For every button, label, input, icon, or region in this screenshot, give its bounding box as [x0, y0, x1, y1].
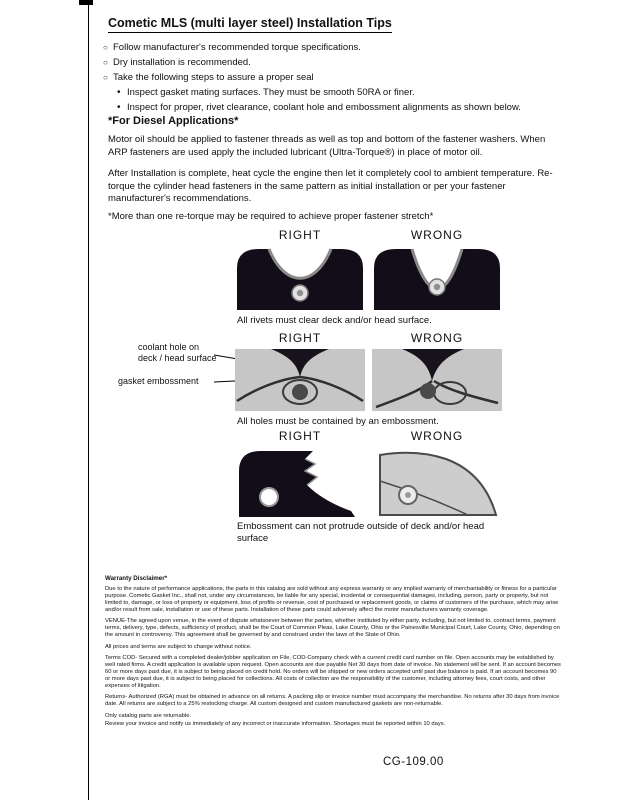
- page-title: Cometic MLS (multi layer steel) Installation Tips: [108, 16, 392, 33]
- diesel-heading: *For Diesel Applications*: [108, 115, 239, 127]
- list-item: [103, 57, 573, 69]
- diagram-embossment-wrong: [372, 447, 502, 517]
- catalog-code: CG-109.00: [383, 756, 444, 768]
- diagram-rivet-right: [235, 246, 365, 310]
- right-label: RIGHT: [278, 331, 322, 345]
- row2-caption: All holes must be contained by an embossment.: [237, 416, 439, 427]
- embossment-wrong-image: [372, 447, 502, 517]
- circle-bullet-icon: ○: [103, 43, 108, 52]
- disclaimer-paragraph: Only catalog parts are returnable.: [105, 712, 192, 719]
- diesel-paragraph-1: Motor oil should be applied to fastener threads as well as top and bottom of the fastener washers. When ARP fasteners are used apply the included lubricant (Ultra-Torque®) in place of motor oil.: [108, 134, 546, 158]
- gasket-embossment-label: gasket embossment: [118, 376, 199, 386]
- list-item: [117, 87, 573, 99]
- disclaimer-paragraph: VENUE-The agreed upon venue, in the event of dispute whatsoever between the parties, whether instituted by either party, including, but not limited to, contract terms, payment terms, delivery, type, defects, sufficiency of product, shall be the Court of Common Pleas, Lake County, Ohio or the Painesville Municipal Court, Lake County, Ohio, depending on the amount in controversy. This agreement shall be governed by and construed under the laws of the State of Ohio.: [105, 618, 560, 639]
- diagram-hole-right: [235, 349, 365, 411]
- diesel-paragraph-2: After Installation is complete, heat cycle the engine then let it completely cool to ambient temperature. Re-torque the cylinder head fasteners in the same pattern as initial installation or per your fastener manufacturer's recommendations.: [108, 168, 553, 205]
- rivet-right-image: [235, 246, 365, 310]
- tip-text: Dry installation is recommended.: [113, 57, 251, 68]
- hole-wrong-image: [372, 349, 502, 411]
- diagram-hole-wrong: [372, 349, 502, 411]
- disclaimer-paragraph: Returns- Authorized (RGA) must be obtained in advance on all returns. A packing slip or invoice number must accompany the merchandise. No returns after 30 days from invoice date. All returns are subject to a 25% restocking charge. All custom designed and custom manufactured gaskets are non-returnable.: [105, 694, 560, 708]
- right-label: RIGHT: [278, 228, 322, 242]
- disclaimer-heading: Warranty Disclaimer*: [105, 575, 168, 582]
- row1-caption: All rivets must clear deck and/or head surface.: [237, 315, 432, 326]
- hole-right-image: [235, 349, 365, 411]
- disclaimer-paragraph: Review your invoice and notify us immediately of any incorrect or inaccurate information. Shortages must be reported within 10 days.: [105, 720, 446, 727]
- row3-caption: Embossment can not protrude outside of deck and/or head surface: [237, 521, 485, 544]
- disclaimer-paragraph: Due to the nature of performance applications, the parts in this catalog are sold without any express warranty or any implied warranty of merchantability or fitness for a particular purpose. Cometic Gasket Inc., shall not, under any circumstances, be liable for any special, incidental or consequential damages, including, person, party or property, but not limited to, damage, or loss of property or equipment, loss of profits or revenue, cost of purchased or replacement goods, or claims of customers of the purchase, which may arise and/or result from sale, installation or use of these parts. Installation of these parts could adversely affect the motor manufacturers warranty coverage.: [105, 586, 559, 613]
- dot-bullet-icon: •: [117, 102, 121, 113]
- wrong-label: WRONG: [410, 331, 464, 345]
- retorque-note: *More than one re-torque may be required to achieve proper fastener stretch*: [108, 211, 434, 222]
- dot-bullet-icon: •: [117, 87, 121, 98]
- corner-mark: [79, 0, 93, 5]
- tips-list: [103, 42, 573, 117]
- list-item: [103, 72, 573, 84]
- list-item: [103, 42, 573, 54]
- warranty-disclaimer: [105, 575, 563, 732]
- page-edge-rule: [88, 0, 89, 800]
- circle-bullet-icon: ○: [103, 73, 108, 82]
- tip-text: Inspect gasket mating surfaces. They must be smooth 50RA or finer.: [127, 87, 415, 98]
- tip-text: Follow manufacturer's recommended torque specifications.: [113, 42, 361, 53]
- tip-text: Inspect for proper, rivet clearance, coolant hole and embossment alignments as shown below.: [127, 102, 521, 113]
- wrong-label: WRONG: [410, 429, 464, 443]
- disclaimer-paragraph: All prices and terms are subject to change without notice.: [105, 643, 252, 650]
- tip-text: Take the following steps to assure a proper seal: [113, 72, 314, 83]
- rivet-wrong-image: [372, 246, 502, 310]
- coolant-hole-label: coolant hole on deck / head surface: [138, 342, 217, 363]
- right-label: RIGHT: [278, 429, 322, 443]
- list-item: [117, 102, 573, 114]
- disclaimer-paragraph: Terms COD- Secured with a completed dealer/jobber application on File, COD-Company check with a current credit card number on file. Open accounts may be established by well rated firms. A credit application is available upon request. Open accounts are due payable Net 30 days from date of invoice. No statement will be sent. If an account becomes 60 or more days past due, it is subject to being placed on credit hold. No orders will be shipped or new orders accepted until past due balance is paid. If an account becomes 90 or more days past due, it is subject to being placed for collections. All costs of collection are the responsibility of the customer, including attorney fees, court costs, and other expenses of litigation.: [105, 655, 561, 689]
- embossment-right-image: [235, 447, 365, 517]
- diagram-embossment-right: [235, 447, 365, 517]
- diagram-rivet-wrong: [372, 246, 502, 310]
- wrong-label: WRONG: [410, 228, 464, 242]
- circle-bullet-icon: ○: [103, 58, 108, 67]
